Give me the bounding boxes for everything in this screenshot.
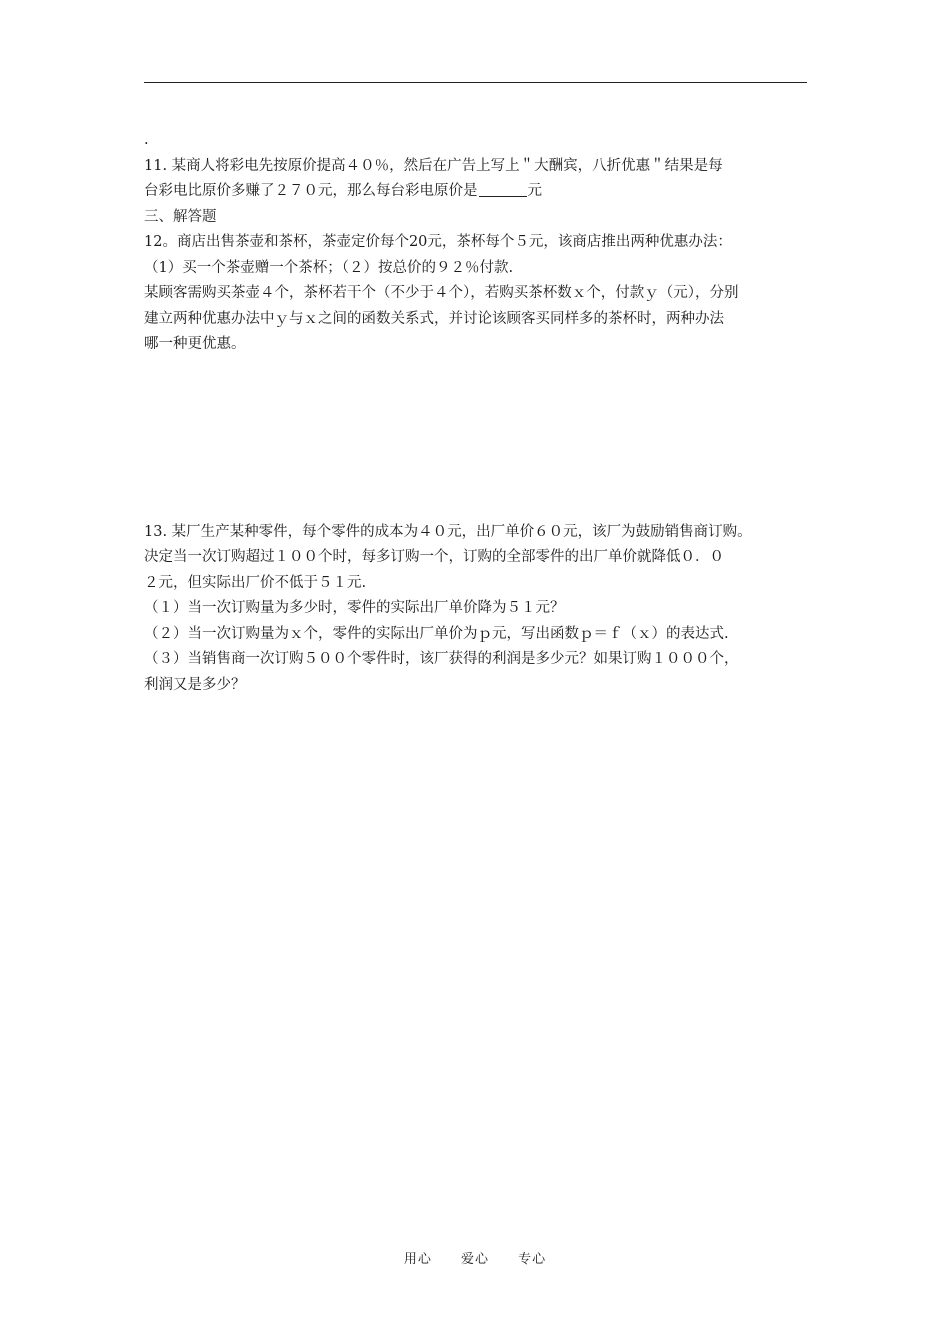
footer-item: 用心 xyxy=(403,1252,432,1267)
q11-line-2 xyxy=(144,179,814,205)
q11-unit: 元 xyxy=(527,183,542,199)
footer-item: 专心 xyxy=(518,1252,547,1267)
header-rule xyxy=(144,82,807,83)
q13-line-2: 决定当一次订购超过１００个时，每多订购一个，订购的全部零件的出厂单价就降低０．０ xyxy=(144,549,724,565)
section-3-title: 三、解答题 xyxy=(144,208,217,225)
q13-line-4: （１）当一次订购量为多少时，零件的实际出厂单价降为５１元？ xyxy=(144,600,565,616)
answer-blank xyxy=(479,182,527,197)
q11-line-1: 11. 某商人将彩电先按原价提高４０％，然后在广告上写上＂大酬宾，八折优惠＂结果是每 xyxy=(144,157,723,174)
q13-line-6: （３）当销售商一次订购５００个零件时，该厂获得的利润是多少元？如果订购１０００个， xyxy=(144,651,739,667)
q11-dot: . xyxy=(144,132,149,148)
q12-line-4: 建立两种优惠办法中ｙ与ｘ之间的函数关系式，并讨论该顾客买同样多的茶杯时，两种办法 xyxy=(144,310,724,327)
q12-line-5: 哪一种更优惠。 xyxy=(144,336,246,352)
answer-space xyxy=(144,358,814,520)
q12-line-3: 某顾客需购买茶壶４个，茶杯若干个（不少于４个），若购买茶杯数ｘ个，付款ｙ（元），分别 xyxy=(144,285,739,301)
q13-line-7: 利润又是多少？ xyxy=(144,676,246,693)
q12-line-1: 12。商店出售茶壶和茶杯，茶壶定价每个20元，茶杯每个５元，该商店推出两种优惠办法： xyxy=(144,234,732,250)
page-footer xyxy=(0,1248,950,1267)
q11-text: 台彩电比原价多赚了２７０元，那么每台彩电原价是 xyxy=(144,183,478,199)
q13-line-5: （２）当一次订购量为ｘ个，零件的实际出厂单价为ｐ元，写出函数ｐ＝ｆ（ｘ）的表达式. xyxy=(144,625,729,642)
document-body xyxy=(144,128,814,698)
footer-item: 爱心 xyxy=(460,1252,489,1267)
q13-line-3: ２元，但实际出厂价不低于５１元. xyxy=(144,574,367,591)
q12-line-2: （1）买一个茶壶赠一个茶杯；（２）按总价的９２％付款. xyxy=(144,259,514,276)
q13-line-1: 13. 某厂生产某种零件，每个零件的成本为４０元，出厂单价６０元，该厂为鼓励销售商订购。 xyxy=(144,523,752,540)
